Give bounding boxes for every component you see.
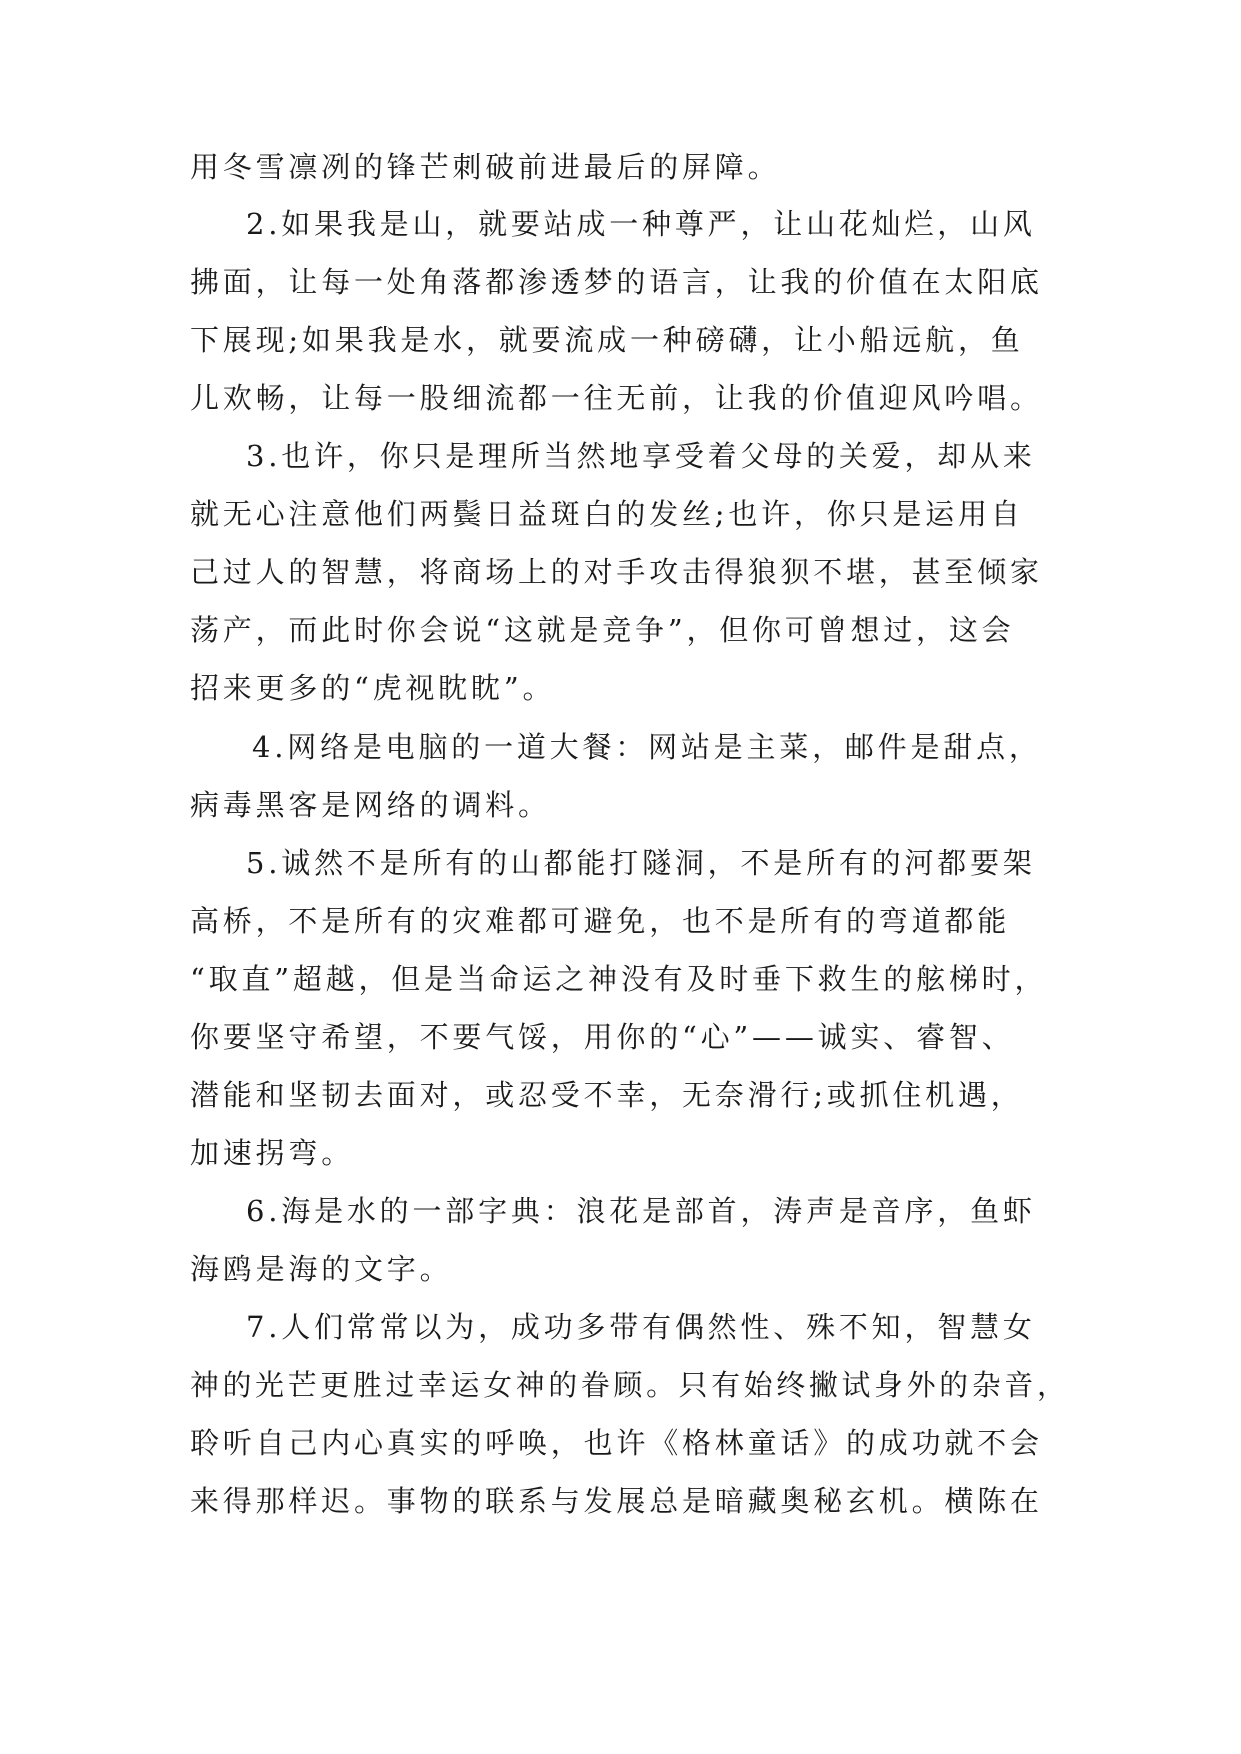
paragraph-line: 来得那样迟。事物的联系与发展总是暗藏奥秘玄机。横陈在 — [190, 1484, 1043, 1518]
paragraph-line: 儿欢畅，让每一股细流都一往无前，让我的价值迎风吟唱。 — [190, 381, 1043, 415]
paragraph-line: 招来更多的“虎视眈眈”。 — [190, 671, 556, 705]
paragraph-line: 6.海是水的一部字典：浪花是部首，涛声是音序，鱼虾 — [246, 1194, 1036, 1228]
paragraph-line: 潜能和坚韧去面对，或忍受不幸，无奈滑行;或抓住机遇， — [190, 1078, 1024, 1112]
paragraph-line: 就无心注意他们两鬓日益斑白的发丝;也许，你只是运用自 — [190, 497, 1024, 531]
paragraph-line: 你要坚守希望，不要气馁，用你的“心”——诚实、睿智、 — [190, 1020, 1015, 1054]
paragraph-line: 加速拐弯。 — [190, 1136, 355, 1170]
paragraph-line: 高桥，不是所有的灾难都可避免，也不是所有的弯道都能 — [190, 904, 1011, 938]
paragraph-line: 4.网络是电脑的一道大餐：网站是主菜，邮件是甜点， — [252, 730, 1042, 764]
paragraph-line: 病毒黑客是网络的调料。 — [190, 788, 551, 822]
paragraph-line: 下展现;如果我是水，就要流成一种磅礴，让小船远航，鱼 — [190, 323, 1024, 357]
paragraph-line: 荡产，而此时你会说“这就是竞争”，但你可曾想过，这会 — [190, 613, 1015, 647]
paragraph-line: 己过人的智慧，将商场上的对手攻击得狼狈不堪，甚至倾家 — [190, 555, 1043, 589]
paragraph-line: 2.如果我是山，就要站成一种尊严，让山花灿烂，山风 — [246, 207, 1036, 241]
paragraph-line: 5.诚然不是所有的山都能打隧洞，不是所有的河都要架 — [246, 846, 1036, 880]
paragraph-line: 7.人们常常以为，成功多带有偶然性、殊不知，智慧女 — [246, 1310, 1036, 1344]
paragraph-line: 海鸥是海的文字。 — [190, 1252, 453, 1286]
paragraph-line: 聆听自己内心真实的呼唤，也许《格林童话》的成功就不会 — [190, 1426, 1043, 1460]
paragraph-line: 用冬雪凛冽的锋芒刺破前进最后的屏障。 — [190, 150, 781, 184]
paragraph-line: 神的光芒更胜过幸运女神的眷顾。只有始终撇试身外的杂音， — [190, 1368, 1070, 1402]
paragraph-line: 拂面，让每一处角落都渗透梦的语言，让我的价值在太阳底 — [190, 265, 1043, 299]
paragraph-line: 3.也许，你只是理所当然地享受着父母的关爱，却从来 — [246, 439, 1036, 473]
paragraph-line: “取直”超越，但是当命运之神没有及时垂下救生的舷梯时， — [190, 962, 1048, 996]
